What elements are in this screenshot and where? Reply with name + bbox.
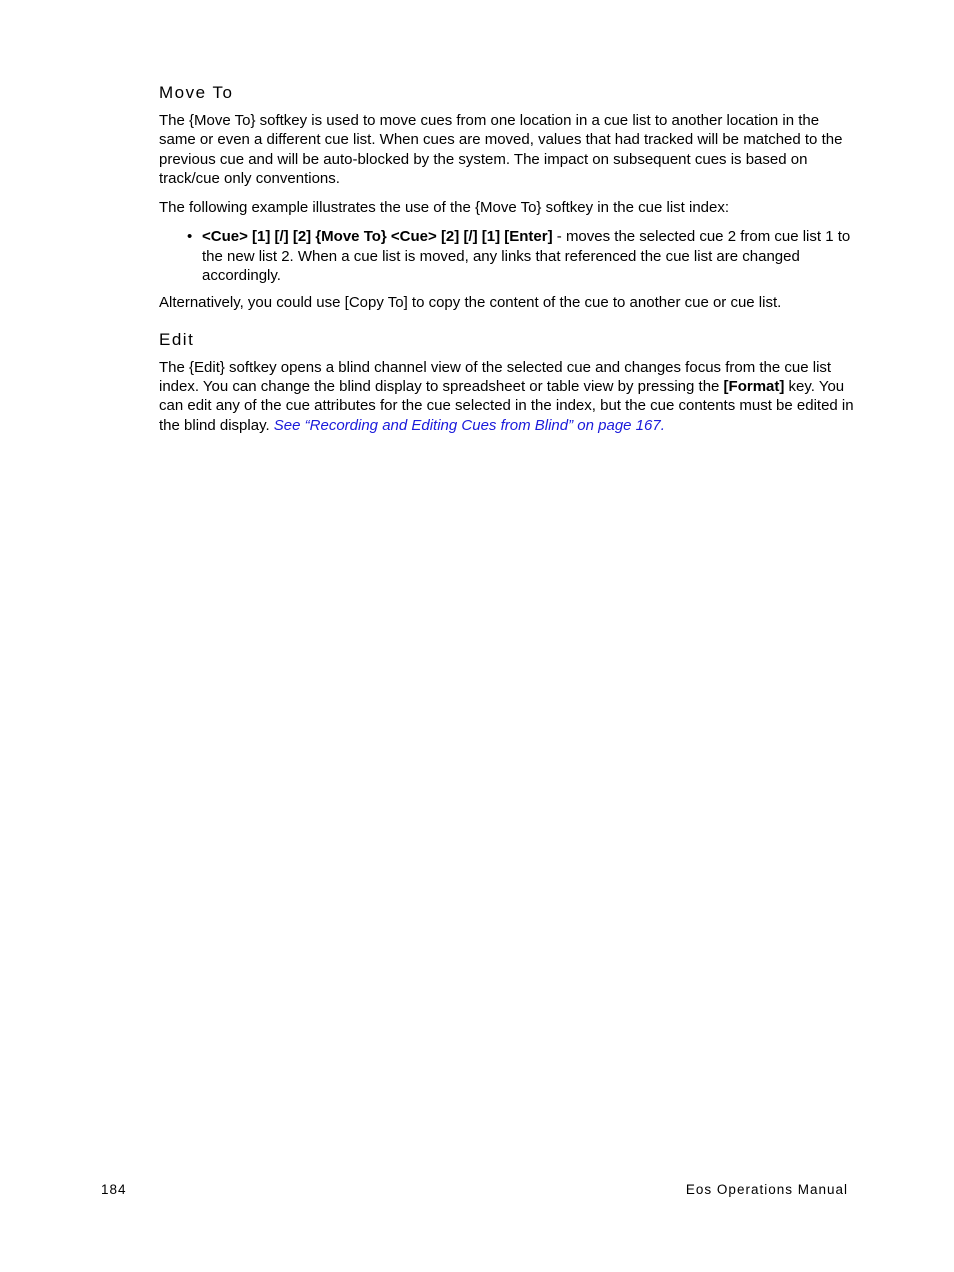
edit-text-part1: The {Edit} softkey opens a blind channel view of the selected cue and changes focus from the cue list index. You can change the blind display to spreadsheet or table view by pressing the	[159, 358, 832, 395]
section-heading-edit: Edit	[159, 329, 195, 349]
list-item	[187, 227, 854, 285]
format-key: [Format]	[723, 377, 785, 395]
paragraph-move-to-description: The {Move To} softkey is used to move cues from one location in a cue list to another location in the same or even a different cue list. When cues are moved, values that had tracked will be matched to the previous cue and will be auto-blocked by the system. The impact on subsequent cues is based on track/cue only conventions.	[159, 112, 843, 187]
section-move-to	[159, 82, 854, 313]
manual-title: Eos Operations Manual	[685, 1182, 848, 1197]
command-explanation: - moves the selected cue 2 from cue list 1 to the new list 2. When a cue list is moved, any links that referenced the cue list are changed accordingly.	[202, 228, 851, 285]
command-syntax: <Cue> [1] [/] [2] {Move To} <Cue> [2] [/] [1] [Enter]	[202, 228, 553, 246]
paragraph-edit-description	[159, 358, 854, 435]
edit-text-part2: key. You can edit any of the cue attributes for the cue selected in the index, but the cue contents must be edited in the blind display.	[159, 377, 854, 434]
cross-reference-link[interactable]: See “Recording and Editing Cues from Blind” on page 167.	[273, 416, 665, 434]
example-list	[159, 227, 854, 285]
section-heading-move-to: Move To	[159, 83, 234, 102]
page-number: 184	[101, 1182, 127, 1197]
section-edit	[159, 329, 854, 435]
bullet-icon: •	[187, 228, 193, 246]
paragraph-move-to-example-intro: The following example illustrates the use of the {Move To} softkey in the cue list index:	[159, 199, 730, 217]
page-content	[159, 82, 854, 445]
paragraph-copy-to-alternative: Alternatively, you could use [Copy To] to copy the content of the cue to another cue or cue list.	[159, 294, 782, 312]
